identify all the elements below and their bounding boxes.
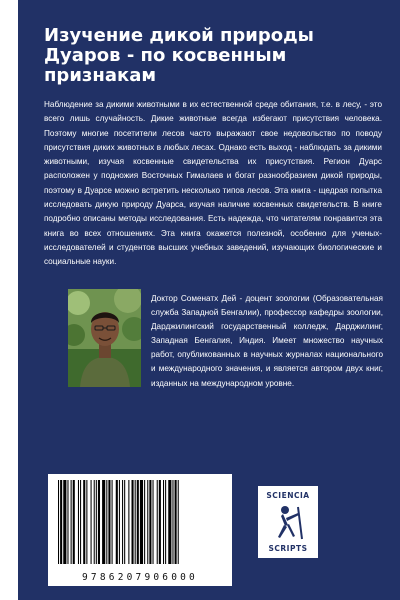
book-description: Наблюдение за дикими животными в их естественной среде обитания, т.е. в лесу, - это всего лишь случайность. Дикие животные всегда избегают присутствия человека. Поэтому многие посетители лесов часто выражают свое недовольство по поводу присутствия диких животных в любых лесах. Однако есть выход - наблюдать за дикими животными, изучая косвенные свидетельства их присутствия. Регион Дуарс расположен у подножия Восточных Гималаев и богат разнообразием дикой природы, поэтому в Дуарсе можно встретить несколько типов лесов. Эта книга - щедрая попытка исследовать дикую природу Дуарса, изучая наличие косвенных свидетельств. В книге подробно описаны методы исследования. Есть надежда, что читателям понравится эта книга во всех отношениях. Эта книга окажется полезной, особенно для ученых-исследователей и студентов высших учебных заведений, изучающих биологические и социальные науки. (44, 100, 382, 267)
barcode-bar (60, 480, 62, 564)
barcode-bar (58, 480, 59, 564)
barcode-bar (112, 480, 113, 564)
author-bio: Доктор Соменатх Дей - доцент зоологии (Образовательная служба Западной Бенгалии), профессор кафедры зоологии, Дарджилингский государственный колледж, Дарджилинг, Западная Бенгалия, Индия. Имеет множество научных работ, опубликованных в научных журналах национального и международного значения, и является автором двух книг, изданных на международном уровне. (151, 294, 383, 388)
barcode-bar (132, 480, 134, 564)
barcode-bar (102, 480, 105, 564)
barcode-bar (80, 480, 81, 564)
barcode-bar (172, 480, 173, 564)
barcode-bar (135, 480, 136, 564)
publisher-logo-top-text: SCIENCIA (266, 491, 310, 500)
author-portrait-icon (68, 289, 141, 387)
barcode-bar (147, 480, 148, 564)
barcode-bar (165, 480, 166, 564)
book-title: Изучение дикой природы Дуаров - по косвенным признакам (44, 25, 314, 86)
barcode-bar (67, 480, 68, 564)
barcode (48, 474, 232, 586)
barcode-bar (119, 480, 120, 564)
barcode-bar (157, 480, 158, 564)
barcode-bar (153, 480, 154, 564)
barcode-bar (128, 480, 129, 564)
barcode-bar (94, 480, 95, 564)
barcode-bar (71, 480, 72, 564)
barcode-bar (159, 480, 161, 564)
barcode-bar (108, 480, 110, 564)
barcode-bar (116, 480, 118, 564)
barcode-bar (122, 480, 123, 564)
publisher-logo-bottom-text: SCRIPTS (268, 544, 308, 553)
back-cover (18, 0, 400, 600)
barcode-bar (96, 480, 97, 564)
barcode-bar (124, 480, 125, 564)
author-photo (68, 289, 141, 387)
publisher-logo-figure-icon (268, 503, 308, 543)
isbn-number: 9786207906000 (82, 572, 198, 583)
barcode-bar (83, 480, 85, 564)
barcode-bar (98, 480, 100, 564)
barcode-bar (73, 480, 75, 564)
barcode-bar (168, 480, 171, 564)
barcode-bar (91, 480, 92, 564)
publisher-logo (258, 486, 318, 558)
barcode-bar (106, 480, 107, 564)
barcode-bar (178, 480, 179, 564)
barcode-bar (163, 480, 164, 564)
barcode-bar (137, 480, 139, 564)
barcode-bar (140, 480, 143, 564)
isbn-barcode-icon (48, 474, 232, 570)
barcode-bar (144, 480, 145, 564)
barcode-bar (78, 480, 79, 564)
barcode-bar (175, 480, 177, 564)
barcode-bar (63, 480, 66, 564)
barcode-bar (149, 480, 151, 564)
barcode-bar (86, 480, 87, 564)
